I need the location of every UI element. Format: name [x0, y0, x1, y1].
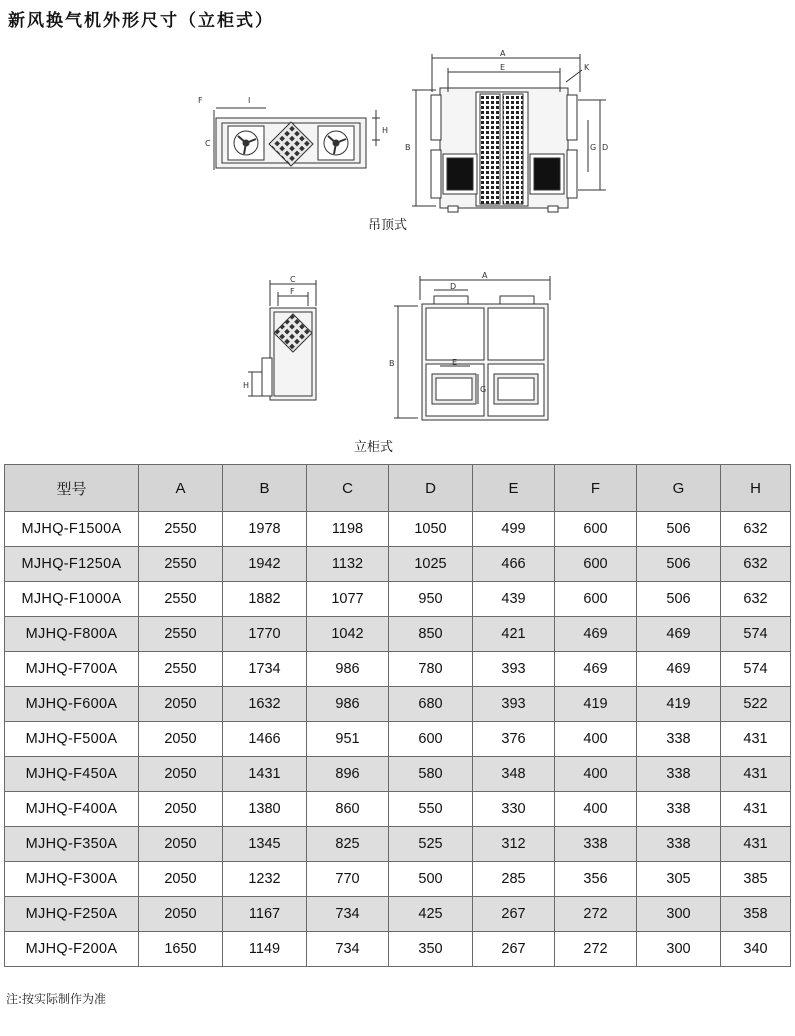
table-row [5, 757, 791, 792]
dimension-cell-f: 272 [555, 897, 637, 932]
dimension-cell-c: 860 [307, 792, 389, 827]
dimension-table [4, 464, 791, 967]
dimension-cell-c: 1198 [307, 512, 389, 547]
column-header: H [721, 465, 791, 512]
dimension-cell-e: 499 [473, 512, 555, 547]
model-cell: MJHQ-F350A [5, 827, 139, 862]
dimension-cell-f: 400 [555, 757, 637, 792]
dim-label-a-cabinet: A [482, 271, 488, 280]
dimension-cell-e: 393 [473, 652, 555, 687]
table-row [5, 547, 791, 582]
model-cell: MJHQ-F200A [5, 932, 139, 967]
column-header: C [307, 465, 389, 512]
dimension-cell-f: 600 [555, 582, 637, 617]
table-row [5, 687, 791, 722]
column-header: F [555, 465, 637, 512]
dimension-cell-e: 439 [473, 582, 555, 617]
dimension-cell-f: 272 [555, 932, 637, 967]
dimension-cell-d: 550 [389, 792, 473, 827]
dim-label-f: F [198, 96, 203, 105]
dim-label-b-ceiling: B [405, 143, 411, 152]
dim-label-k: K [584, 63, 590, 72]
column-header: D [389, 465, 473, 512]
dim-label-g-cabinet: G [480, 385, 487, 394]
dimension-cell-d: 950 [389, 582, 473, 617]
cabinet-caption: 立柜式 [354, 440, 394, 455]
table-row [5, 827, 791, 862]
dimension-cell-c: 1042 [307, 617, 389, 652]
dimension-cell-a: 2050 [139, 792, 223, 827]
model-cell: MJHQ-F800A [5, 617, 139, 652]
dimension-cell-a: 2050 [139, 722, 223, 757]
ceiling-front-view [412, 54, 609, 212]
dimension-cell-a: 2050 [139, 827, 223, 862]
table-row [5, 617, 791, 652]
dimension-cell-e: 393 [473, 687, 555, 722]
dimension-cell-d: 425 [389, 897, 473, 932]
dimension-cell-e: 267 [473, 897, 555, 932]
dimension-cell-b: 1167 [223, 897, 307, 932]
dimension-cell-a: 2550 [139, 652, 223, 687]
dimension-cell-b: 1232 [223, 862, 307, 897]
column-header: G [637, 465, 721, 512]
dimension-cell-h: 431 [721, 827, 791, 862]
dim-label-c-cabinet: C [290, 275, 296, 284]
dimension-cell-b: 1978 [223, 512, 307, 547]
column-header: E [473, 465, 555, 512]
dimension-cell-g: 506 [637, 582, 721, 617]
model-cell: MJHQ-F1000A [5, 582, 139, 617]
dim-label-a-ceiling: A [500, 49, 506, 58]
model-cell: MJHQ-F450A [5, 757, 139, 792]
table-row [5, 792, 791, 827]
model-cell: MJHQ-F300A [5, 862, 139, 897]
dimension-cell-b: 1149 [223, 932, 307, 967]
dimension-cell-h: 574 [721, 617, 791, 652]
model-cell: MJHQ-F700A [5, 652, 139, 687]
dimension-cell-a: 2550 [139, 617, 223, 652]
dimension-cell-h: 431 [721, 722, 791, 757]
dimension-cell-d: 500 [389, 862, 473, 897]
dimension-cell-g: 300 [637, 897, 721, 932]
dimension-cell-a: 2050 [139, 897, 223, 932]
dimension-cell-e: 376 [473, 722, 555, 757]
dimension-cell-f: 338 [555, 827, 637, 862]
table-row [5, 512, 791, 547]
dimension-cell-f: 419 [555, 687, 637, 722]
ceiling-side-view [214, 108, 380, 170]
column-header: 型号 [5, 465, 139, 512]
dim-label-e: E [500, 63, 506, 72]
dimension-cell-c: 770 [307, 862, 389, 897]
dimension-cell-g: 300 [637, 932, 721, 967]
model-cell: MJHQ-F1250A [5, 547, 139, 582]
page-title: 新风换气机外形尺寸（立柜式） [8, 11, 274, 31]
dimension-cell-a: 2550 [139, 582, 223, 617]
dim-label-i: I [248, 96, 251, 105]
dimension-cell-c: 986 [307, 687, 389, 722]
dimension-cell-a: 2550 [139, 547, 223, 582]
column-header: A [139, 465, 223, 512]
dimension-cell-b: 1770 [223, 617, 307, 652]
dimension-cell-d: 780 [389, 652, 473, 687]
model-cell: MJHQ-F1500A [5, 512, 139, 547]
dim-label-h-cabinet: H [243, 381, 250, 390]
dimension-cell-f: 600 [555, 512, 637, 547]
dimension-cell-e: 285 [473, 862, 555, 897]
dimension-cell-e: 348 [473, 757, 555, 792]
dimension-cell-b: 1380 [223, 792, 307, 827]
table-row [5, 932, 791, 967]
dimension-cell-d: 680 [389, 687, 473, 722]
dimension-cell-h: 632 [721, 547, 791, 582]
dimension-cell-b: 1734 [223, 652, 307, 687]
ceiling-caption: 吊顶式 [368, 218, 408, 233]
dimension-cell-g: 506 [637, 547, 721, 582]
dimension-cell-d: 600 [389, 722, 473, 757]
dimension-cell-f: 469 [555, 652, 637, 687]
table-row [5, 652, 791, 687]
dimension-cell-h: 522 [721, 687, 791, 722]
dim-label-d-ceiling: D [602, 143, 609, 152]
dimension-cell-c: 734 [307, 932, 389, 967]
dimension-cell-h: 574 [721, 652, 791, 687]
dimension-cell-g: 506 [637, 512, 721, 547]
dimension-cell-e: 330 [473, 792, 555, 827]
dimension-cell-e: 312 [473, 827, 555, 862]
dim-label-h-ceiling: H [382, 126, 389, 135]
dimension-cell-d: 525 [389, 827, 473, 862]
dimension-cell-h: 385 [721, 862, 791, 897]
dimension-cell-b: 1345 [223, 827, 307, 862]
dimension-cell-g: 338 [637, 827, 721, 862]
dimension-cell-c: 1077 [307, 582, 389, 617]
dimension-cell-a: 2050 [139, 757, 223, 792]
dimension-cell-d: 350 [389, 932, 473, 967]
dimension-cell-h: 340 [721, 932, 791, 967]
dimension-cell-g: 469 [637, 652, 721, 687]
dimension-cell-d: 1025 [389, 547, 473, 582]
dimension-cell-d: 1050 [389, 512, 473, 547]
footnote: 注:按实际制作为准 [6, 992, 107, 1006]
dimension-cell-e: 421 [473, 617, 555, 652]
dimension-cell-d: 580 [389, 757, 473, 792]
dimension-cell-a: 2050 [139, 862, 223, 897]
dimension-cell-b: 1632 [223, 687, 307, 722]
dimension-cell-f: 400 [555, 722, 637, 757]
dimension-cell-f: 356 [555, 862, 637, 897]
dim-label-e-cabinet: E [452, 358, 458, 367]
dimension-cell-f: 469 [555, 617, 637, 652]
model-cell: MJHQ-F250A [5, 897, 139, 932]
table-row [5, 862, 791, 897]
model-cell: MJHQ-F500A [5, 722, 139, 757]
table-row [5, 897, 791, 932]
dimension-cell-h: 431 [721, 792, 791, 827]
dimension-cell-g: 338 [637, 792, 721, 827]
cabinet-side-view [248, 280, 316, 400]
dimension-cell-f: 600 [555, 547, 637, 582]
dimension-cell-g: 305 [637, 862, 721, 897]
dim-label-c-ceiling: C [205, 139, 211, 148]
dim-label-f-cabinet: F [290, 287, 295, 296]
dimension-cell-g: 469 [637, 617, 721, 652]
dimension-cell-f: 400 [555, 792, 637, 827]
dimension-cell-b: 1466 [223, 722, 307, 757]
dimension-cell-a: 2050 [139, 687, 223, 722]
dimension-cell-h: 358 [721, 897, 791, 932]
dimension-cell-d: 850 [389, 617, 473, 652]
dimension-cell-e: 267 [473, 932, 555, 967]
dimension-cell-a: 1650 [139, 932, 223, 967]
dimension-cell-c: 896 [307, 757, 389, 792]
cabinet-front-view [394, 276, 550, 420]
dim-label-b-cabinet: B [389, 359, 395, 368]
dimension-cell-g: 419 [637, 687, 721, 722]
dimension-cell-g: 338 [637, 722, 721, 757]
dimension-cell-c: 951 [307, 722, 389, 757]
dimension-cell-b: 1431 [223, 757, 307, 792]
dimension-cell-h: 632 [721, 512, 791, 547]
model-cell: MJHQ-F600A [5, 687, 139, 722]
dimension-cell-h: 431 [721, 757, 791, 792]
dimension-cell-e: 466 [473, 547, 555, 582]
dimension-cell-c: 1132 [307, 547, 389, 582]
dimension-cell-b: 1882 [223, 582, 307, 617]
dim-label-d-cabinet: D [450, 282, 457, 291]
table-header-row [5, 465, 791, 512]
dimension-cell-h: 632 [721, 582, 791, 617]
dimension-cell-a: 2550 [139, 512, 223, 547]
dimension-cell-b: 1942 [223, 547, 307, 582]
model-cell: MJHQ-F400A [5, 792, 139, 827]
dimension-cell-c: 734 [307, 897, 389, 932]
dimension-cell-c: 825 [307, 827, 389, 862]
dimension-cell-g: 338 [637, 757, 721, 792]
dim-label-g-ceiling: G [590, 143, 597, 152]
table-row [5, 582, 791, 617]
table-row [5, 722, 791, 757]
column-header: B [223, 465, 307, 512]
dimension-cell-c: 986 [307, 652, 389, 687]
